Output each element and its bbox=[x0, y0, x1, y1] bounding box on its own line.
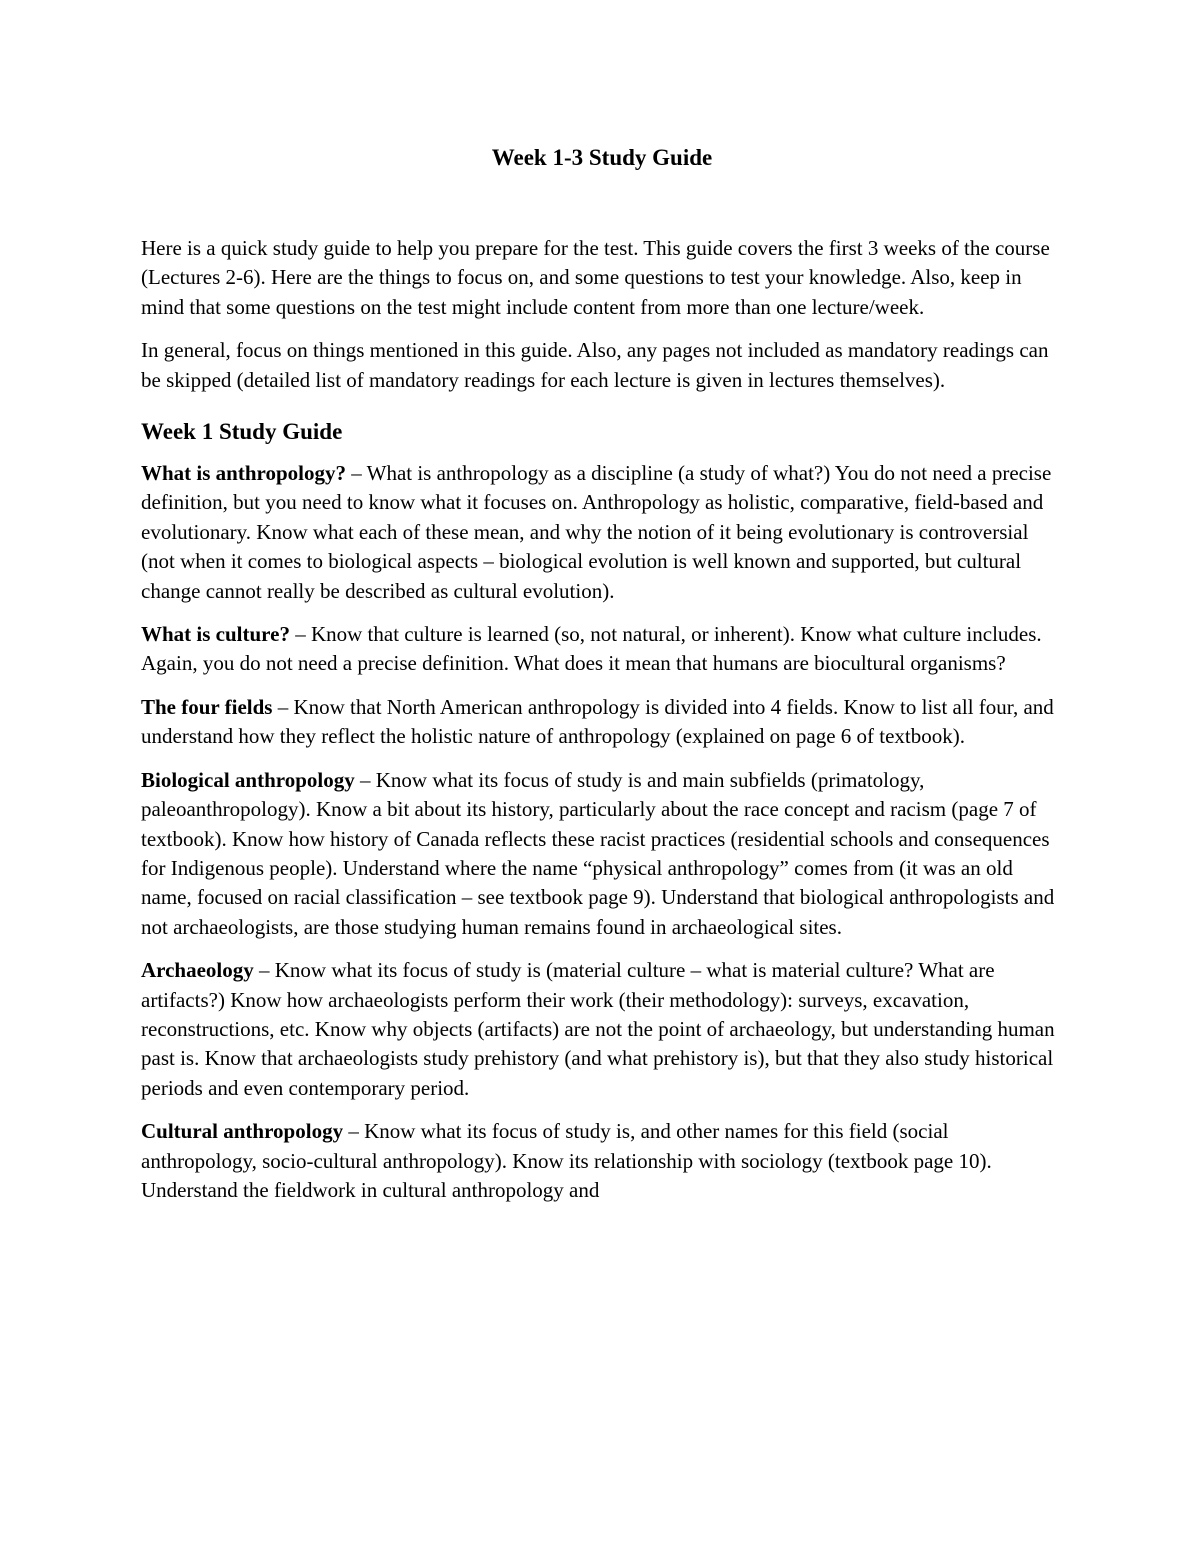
topic-text: – Know that culture is learned (so, not natural, or inherent). Know what culture includes. Again, you do not need a precise definition. What does it mean that humans are biocultural organisms? bbox=[141, 622, 1042, 676]
topic-paragraph-cultural-anthropology bbox=[141, 1117, 1063, 1205]
intro-paragraph: Here is a quick study guide to help you prepare for the test. This guide covers the first 3 weeks of the course (Lectures 2-6). Here are the things to focus on, and some questions to test your knowledge. Also, keep in mind that some questions on the test might include content from more than one lecture/week. bbox=[141, 236, 1050, 319]
topic-paragraph-biological-anthropology bbox=[141, 766, 1063, 942]
topic-paragraph-anthropology bbox=[141, 459, 1063, 606]
topic-term: What is culture? bbox=[141, 622, 290, 647]
document-content bbox=[141, 138, 1063, 1219]
topic-paragraph-four-fields bbox=[141, 693, 1063, 752]
intro-section bbox=[141, 234, 1063, 395]
topic-term: Archaeology bbox=[141, 958, 254, 983]
document-title: Week 1-3 Study Guide bbox=[491, 145, 713, 170]
topic-term: What is anthropology? bbox=[141, 461, 346, 486]
topic-term: Biological anthropology bbox=[141, 767, 355, 792]
topic-term: Cultural anthropology bbox=[141, 1119, 344, 1144]
topic-paragraph-culture bbox=[141, 620, 1063, 679]
topic-paragraph-archaeology bbox=[141, 956, 1063, 1103]
topic-text: – What is anthropology as a discipline (a study of what?) You do not need a precise definition, but you need to know what it focuses on. Anthropology as holistic, comparative, field-based and evolutionary. Know what each of these mean, and why the notion of it being evolutionary is controversial (not when it comes to biological aspects – biological evolution is well known and supported, but cultural change cannot really be described as cultural evolution). bbox=[141, 461, 1052, 603]
topic-text: – Know what its focus of study is and main subfields (primatology, paleoanthropology). Know a bit about its history, particularly about the race concept and racism (page 7 of textbook). Know how history of Canada reflects these racist practices (residential schools and consequences for Indigenous people). Understand where the name “physical anthropology” comes from (it was an old name, focused on racial classification – see textbook page 9). Understand that biological anthropologists and not archaeologists, are those studying human remains found in archaeological sites. bbox=[141, 767, 1055, 939]
topic-text: – Know what its focus of study is (material culture – what is material culture? What are artifacts?) Know how archaeologists perform their work (their methodology): surveys, excavation, reconstructions, etc. Know why objects (artifacts) are not the point of archaeology, but understanding human past is. Know that archaeologists study prehistory (and what prehistory is), but that they also study historical periods and even contemporary period. bbox=[141, 958, 1055, 1100]
topic-text: – Know that North American anthropology is divided into 4 fields. Know to list all four, and understand how they reflect the holistic nature of anthropology (explained on page 6 of textbook). bbox=[141, 694, 1054, 749]
section-heading-week1: Week 1 Study Guide bbox=[141, 419, 343, 445]
intro-paragraph: In general, focus on things mentioned in this guide. Also, any pages not included as mandatory readings can be skipped (detailed list of mandatory readings for each lecture is given in lectures themselves). bbox=[141, 338, 1049, 392]
topic-text: – Know what its focus of study is, and other names for this field (social anthropology, socio-cultural anthropology). Know its relationship with sociology (textbook page 10). Understand the fieldwork in cultural anthropology and bbox=[141, 1119, 992, 1202]
topic-term: The four fields bbox=[141, 694, 273, 719]
